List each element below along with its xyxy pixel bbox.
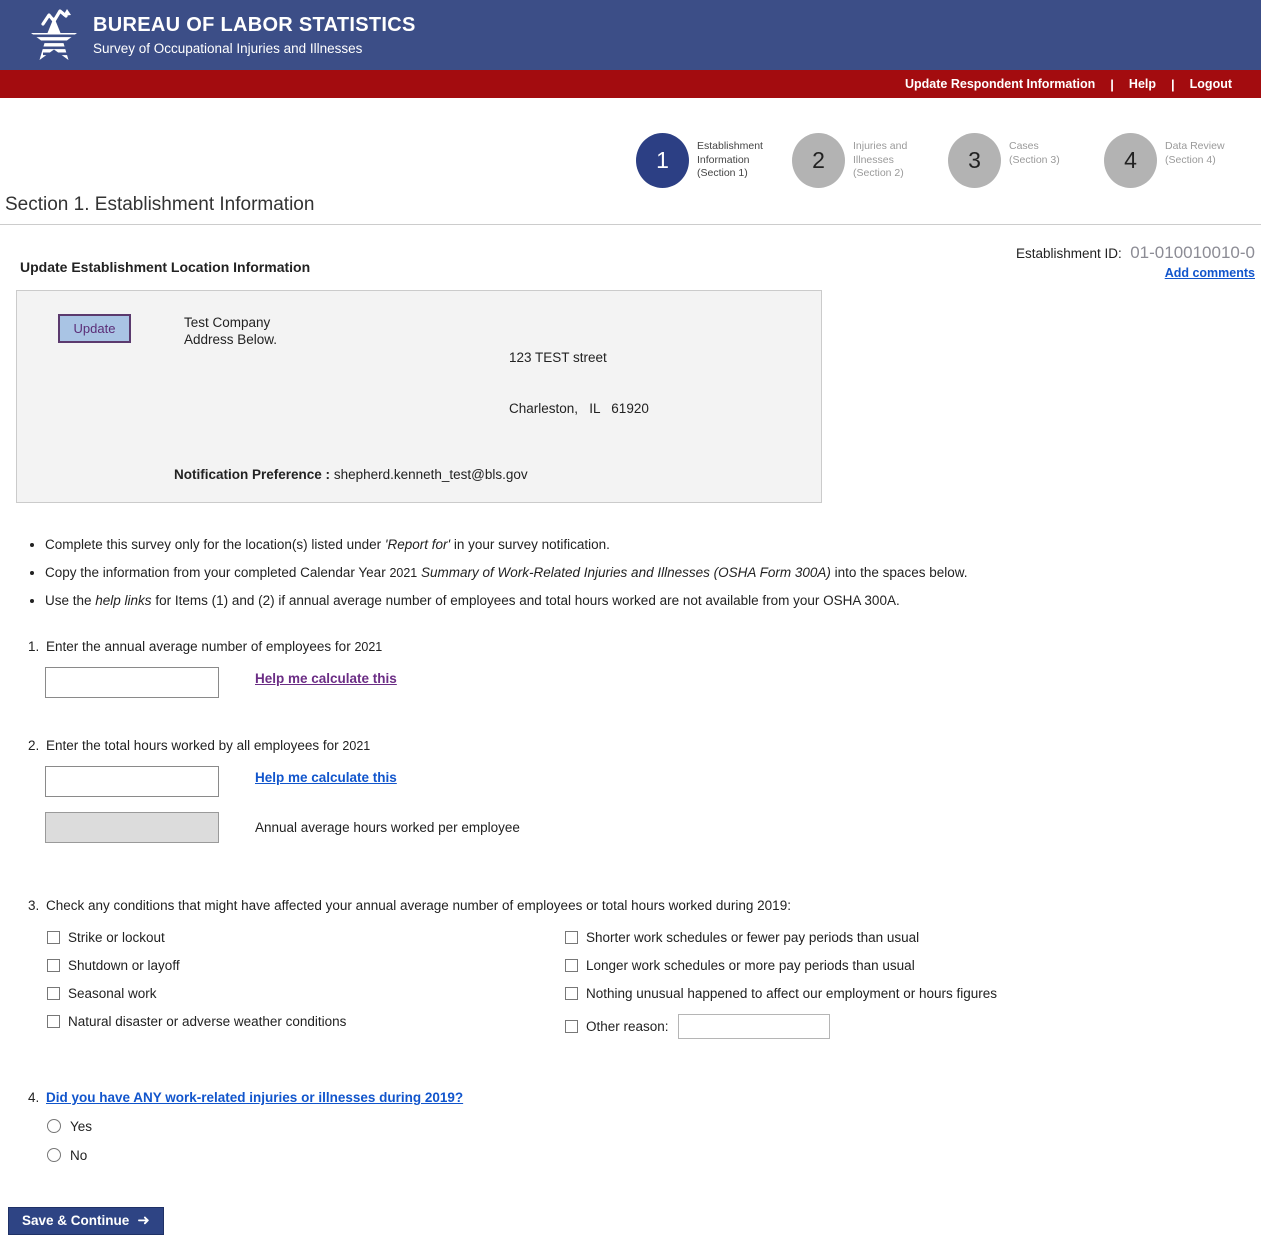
app-header (0, 0, 1261, 70)
update-location-heading: Update Establishment Location Information (20, 259, 311, 275)
update-button[interactable]: Update (58, 314, 131, 343)
checkbox-row-longer-schedules: Longer work schedules or more pay periods than usual (565, 958, 997, 973)
company-address-block (509, 314, 649, 452)
page-title: Section 1. Establishment Information (5, 194, 315, 215)
question-2-label: 2. Enter the total hours worked by all employees for 2021 (28, 738, 371, 754)
help-calculate-employees-link[interactable]: Help me calculate this (255, 671, 397, 687)
question-1-year: 2021 (354, 640, 383, 655)
checkbox-row-strike-or-lockout: Strike or lockout (47, 930, 565, 945)
bls-logo-icon (27, 7, 81, 63)
total-hours-input[interactable] (45, 766, 219, 797)
survey-year: 2021 (389, 566, 418, 581)
question-3-label: 3. Check any conditions that might have affected your annual average number of employees or total hours worked during 2019: (28, 898, 791, 914)
checkbox-row-shorter-schedules: Shorter work schedules or fewer pay periods than usual (565, 930, 997, 945)
shutdown-or-layoff-checkbox[interactable] (47, 959, 60, 972)
step-1-circle: 1 (636, 133, 689, 188)
company-address-note: Address Below. (184, 332, 278, 348)
top-nav-bar (0, 70, 1261, 98)
notification-preference-label: Notification Preference : (174, 467, 331, 483)
natural-disaster-checkbox[interactable] (47, 1015, 60, 1028)
step-1-establishment-information[interactable] (636, 133, 792, 188)
question-2-year: 2021 (342, 739, 371, 754)
establishment-header-row (0, 243, 1261, 282)
step-3-label: Cases (Section 3) (1009, 140, 1060, 166)
step-4-label: Data Review (Section 4) (1165, 140, 1225, 166)
company-name: Test Company (184, 315, 271, 330)
instruction-item: • Use the help links for Items (1) and (2) if annual average number of employees and total hours worked are not available from your OSHA 300A. (45, 593, 1261, 608)
seasonal-work-checkbox[interactable] (47, 987, 60, 1000)
radio-row-yes: Yes (47, 1118, 1261, 1134)
yes-radio[interactable] (47, 1119, 61, 1133)
city-state-zip: Charleston, IL 61920 (509, 401, 649, 417)
injuries-question-link[interactable]: Did you have ANY work-related injuries or illnesses during 2019? (46, 1090, 464, 1106)
question-1 (28, 639, 1261, 698)
step-4-circle: 4 (1104, 133, 1157, 188)
longer-schedules-checkbox[interactable] (565, 959, 578, 972)
question-4 (28, 1090, 1261, 1163)
radio-row-no: No (47, 1147, 1261, 1163)
help-calculate-hours-link[interactable]: Help me calculate this (255, 770, 397, 786)
shorter-schedules-checkbox[interactable] (565, 931, 578, 944)
other-reason-input[interactable] (678, 1014, 830, 1039)
nav-update-respondent-info[interactable]: Update Respondent Information (905, 77, 1096, 91)
checkbox-row-seasonal-work: Seasonal work (47, 986, 565, 1001)
question-4-label: 4. Did you have ANY work-related injuries or illnesses during 2019? (28, 1090, 464, 1106)
establishment-id-label: Establishment ID: (1015, 246, 1122, 261)
app-title: BUREAU OF LABOR STATISTICS (93, 14, 416, 36)
no-radio[interactable] (47, 1148, 61, 1162)
company-name-block (184, 314, 509, 349)
nothing-unusual-checkbox[interactable] (565, 987, 578, 1000)
instruction-item: • Complete this survey only for the location(s) listed under 'Report for' in your survey notification. (45, 537, 1261, 552)
avg-hours-per-employee-label: Annual average hours worked per employee (255, 820, 520, 836)
checkbox-row-nothing-unusual: Nothing unusual happened to affect our employment or hours figures (565, 986, 997, 1001)
step-3-cases[interactable] (948, 133, 1104, 188)
step-3-circle: 3 (948, 133, 1001, 188)
avg-employees-input[interactable] (45, 667, 219, 698)
avg-hours-per-employee-output (45, 812, 219, 843)
section-title-divider (0, 192, 1261, 225)
nav-help[interactable]: Help (1128, 77, 1157, 91)
instructions-list (0, 537, 1261, 608)
nav-separator: | (1171, 76, 1175, 92)
app-subtitle: Survey of Occupational Injuries and Illnesses (93, 41, 363, 56)
step-4-data-review[interactable] (1104, 133, 1260, 188)
notification-preference (174, 467, 821, 482)
establishment-info-box (16, 290, 822, 503)
nav-logout[interactable]: Logout (1189, 77, 1232, 91)
question-1-label: 1. Enter the annual average number of employees for 2021 (28, 639, 383, 655)
arrow-right-icon: ➜ (137, 1212, 150, 1230)
strike-or-lockout-checkbox[interactable] (47, 931, 60, 944)
save-and-continue-button[interactable]: Save & Continue ➜ (8, 1207, 164, 1235)
checkbox-row-shutdown-or-layoff: Shutdown or layoff (47, 958, 565, 973)
step-2-circle: 2 (792, 133, 845, 188)
checkbox-row-natural-disaster: Natural disaster or adverse weather conditions (47, 1014, 565, 1029)
nav-separator: | (1110, 76, 1114, 92)
street-address: 123 TEST street (509, 349, 607, 365)
step-2-label: Injuries and Illnesses (Section 2) (853, 140, 908, 180)
checkbox-row-other-reason: Other reason: (565, 1014, 997, 1039)
question-3 (28, 898, 1261, 1052)
progress-stepper (636, 133, 1261, 188)
instruction-item: • Copy the information from your completed Calendar Year 2021 Summary of Work-Related Injuries and Illnesses (OSHA Form 300A) into the spaces below. (45, 565, 1261, 580)
other-reason-checkbox[interactable] (565, 1020, 578, 1033)
question-2 (28, 738, 1261, 843)
add-comments-link[interactable]: Add comments (1164, 266, 1255, 280)
step-1-label: Establishment Information (Section 1) (697, 140, 763, 180)
establishment-id-value: 01-010010010-0 (1130, 243, 1255, 262)
notification-preference-email: shepherd.kenneth_test@bls.gov (333, 467, 528, 483)
step-2-injuries-and-illnesses[interactable] (792, 133, 948, 188)
establishment-id (1016, 243, 1255, 263)
